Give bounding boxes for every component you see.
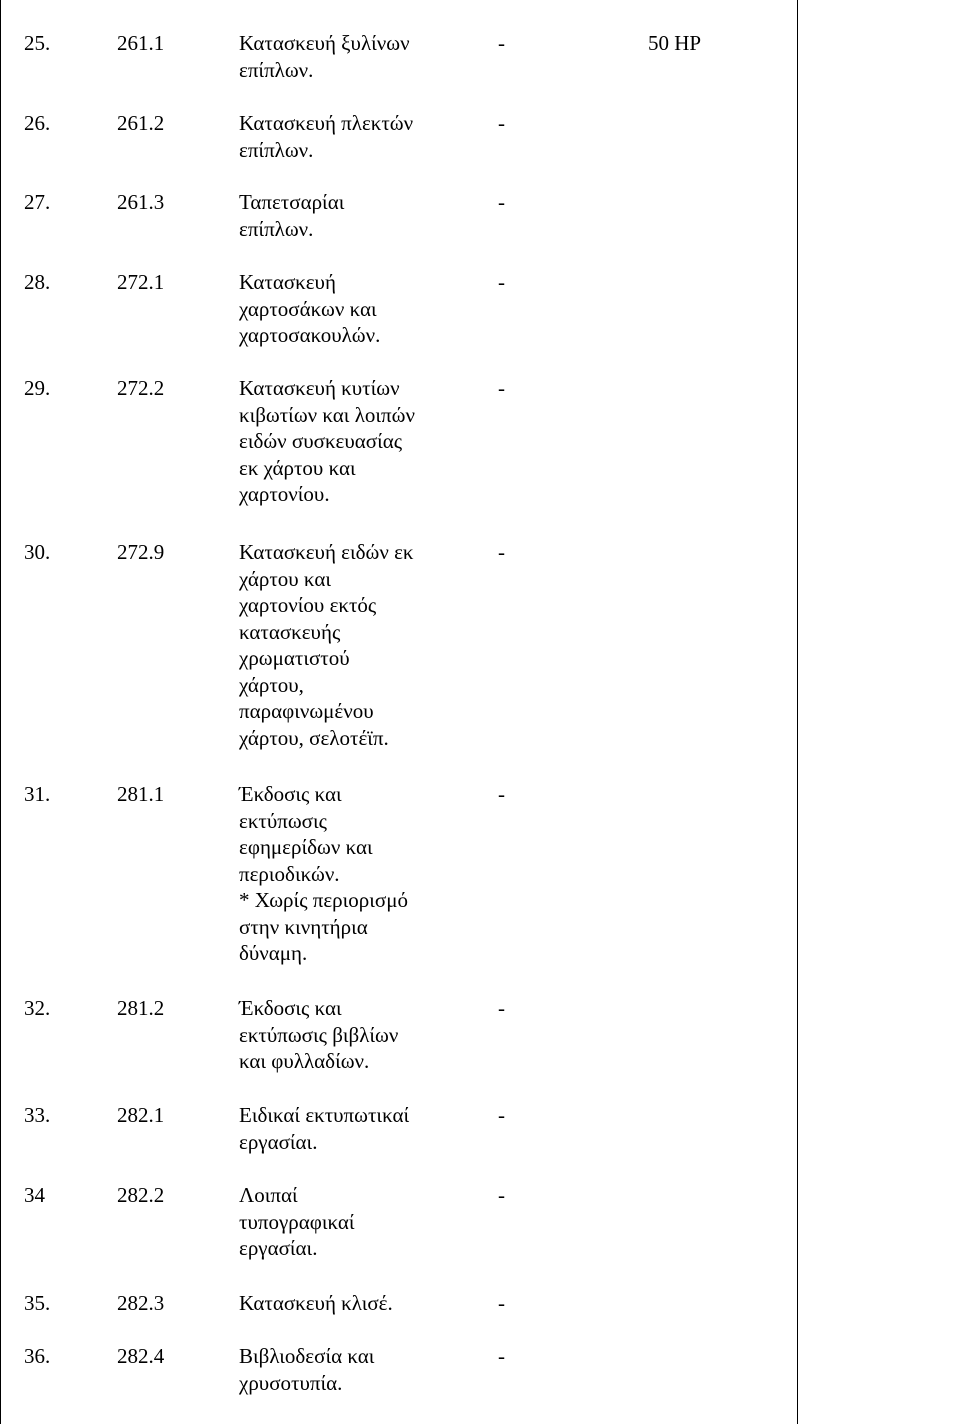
row-number: 34: [24, 1183, 45, 1207]
activity-description: Κατασκευή ξυλίνων επίπλων.: [239, 31, 410, 82]
activity-code: 261.1: [117, 31, 165, 55]
row-number: 36.: [24, 1344, 51, 1368]
right-column-divider: [797, 0, 798, 1424]
row-number: 35.: [24, 1291, 51, 1315]
activity-code: 261.2: [117, 111, 165, 135]
activity-description: Έκδοσις και εκτύπωσις εφημερίδων και περιοδικών. * Χωρίς περιορισμό στην κινητήρια δύναμη.: [239, 782, 409, 965]
activity-code: 281.2: [117, 996, 165, 1020]
row-number: 29.: [24, 376, 51, 400]
limit-value: -: [498, 1291, 505, 1315]
horsepower-value: 50 HP: [648, 31, 702, 55]
activity-description: Ειδικαί εκτυπωτικαί εργασίαι.: [239, 1103, 410, 1154]
limit-value: -: [498, 1183, 505, 1207]
limit-value: -: [498, 1344, 505, 1368]
activity-description: Έκδοσις και εκτύπωσις βιβλίων και φυλλαδίων.: [239, 996, 399, 1073]
activity-description: Λοιπαί τυπογραφικαί εργασίαι.: [239, 1183, 355, 1260]
left-border-line: [0, 0, 1, 1424]
limit-value: -: [498, 996, 505, 1020]
activity-code: 261.3: [117, 190, 165, 214]
activity-code: 282.4: [117, 1344, 165, 1368]
limit-value: -: [498, 190, 505, 214]
activity-description: Βιβλιοδεσία και χρυσοτυπία.: [239, 1344, 375, 1395]
activity-code: 272.9: [117, 540, 165, 564]
activity-description: Ταπετσαρίαι επίπλων.: [239, 190, 345, 241]
row-number: 33.: [24, 1103, 51, 1127]
limit-value: -: [498, 31, 505, 55]
activity-code: 282.1: [117, 1103, 165, 1127]
activity-description: Κατασκευή ειδών εκ χάρτου και χαρτονίου εκτός κατασκευής χρωματιστού χάρτου, παραφινωμένου χάρτου, σελοτέϊπ.: [239, 540, 414, 750]
limit-value: -: [498, 270, 505, 294]
row-number: 28.: [24, 270, 51, 294]
row-number: 31.: [24, 782, 51, 806]
activity-description: Κατασκευή χαρτοσάκων και χαρτοσακουλών.: [239, 270, 381, 347]
limit-value: -: [498, 540, 505, 564]
activity-description: Κατασκευή κυτίων κιβωτίων και λοιπών ειδών συσκευασίας εκ χάρτου και χαρτονίου.: [239, 376, 415, 506]
activity-code: 282.2: [117, 1183, 165, 1207]
row-number: 26.: [24, 111, 51, 135]
activity-code: 272.1: [117, 270, 165, 294]
activity-code: 272.2: [117, 376, 165, 400]
activity-description: Κατασκευή κλισέ.: [239, 1291, 393, 1315]
limit-value: -: [498, 111, 505, 135]
row-number: 25.: [24, 31, 51, 55]
row-number: 27.: [24, 190, 51, 214]
limit-value: -: [498, 1103, 505, 1127]
limit-value: -: [498, 782, 505, 806]
row-number: 32.: [24, 996, 51, 1020]
row-number: 30.: [24, 540, 51, 564]
activity-code: 282.3: [117, 1291, 165, 1315]
activity-description: Κατασκευή πλεκτών επίπλων.: [239, 111, 414, 162]
activity-code: 281.1: [117, 782, 165, 806]
limit-value: -: [498, 376, 505, 400]
